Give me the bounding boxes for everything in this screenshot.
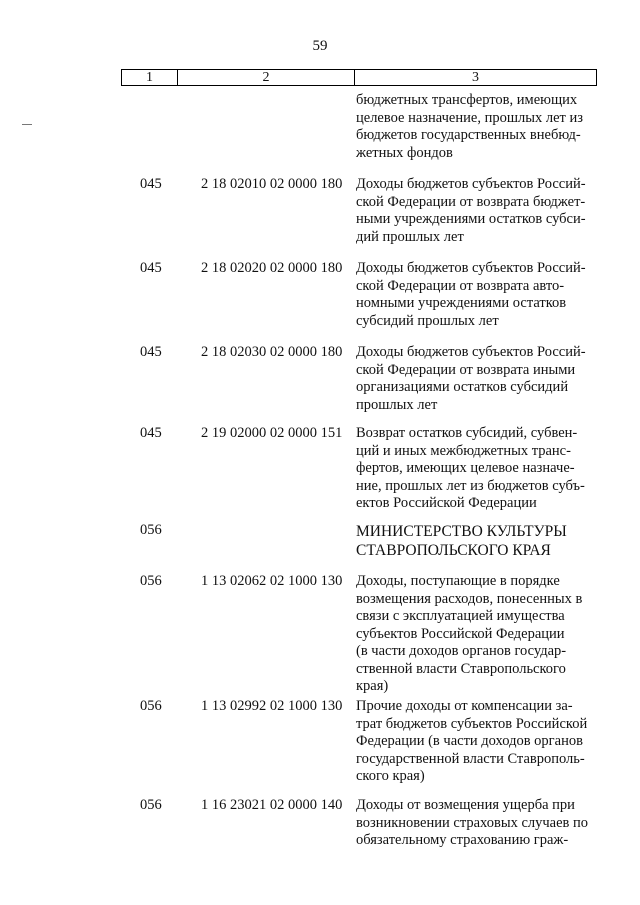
description-line: дий прошлых лет [356, 228, 464, 245]
table-header [121, 69, 597, 86]
description-line: возникновении страховых случаев по [356, 814, 589, 831]
row-description [356, 260, 596, 330]
budget-code: 2 19 02000 02 0000 151 [201, 425, 343, 441]
row-description [356, 698, 596, 786]
description-line: ского края) [356, 768, 425, 784]
margin-mark [22, 124, 32, 125]
description-line: государственной власти Ставрополь- [356, 750, 585, 767]
description-line: (в части доходов органов государ- [356, 643, 567, 659]
page-number: 59 [312, 38, 328, 54]
budget-code: 1 13 02992 02 1000 130 [201, 698, 343, 714]
description-line: Федерации (в части доходов органов [356, 733, 583, 749]
description-line: целевое назначение, прошлых лет из [356, 109, 583, 126]
description-line: Доходы бюджетов субъектов Россий- [356, 344, 586, 360]
description-line: бюджетных трансфертов, имеющих [356, 92, 578, 108]
description-line: ние, прошлых лет из бюджетов субъ- [356, 477, 585, 494]
budget-code: 2 18 02030 02 0000 180 [201, 344, 343, 360]
description-line: края) [356, 678, 389, 694]
description-line: Доходы бюджетов субъектов Россий- [356, 176, 586, 192]
description-line: СТАВРОПОЛЬСКОГО КРАЯ [356, 542, 551, 559]
admin-code: 045 [140, 425, 162, 441]
description-line: связи с эксплуатацией имущества [356, 608, 565, 624]
description-line: Доходы, поступающие в порядке [356, 573, 560, 589]
budget-code: 2 18 02020 02 0000 180 [201, 260, 343, 276]
description-line: ными учреждениями остатков субси- [356, 211, 586, 227]
description-line: жетных фондов [356, 144, 453, 161]
description-line: Прочие доходы от компенсации за- [356, 698, 573, 714]
budget-code: 1 16 23021 02 0000 140 [201, 797, 343, 813]
description-line: ций и иных межбюджетных транс- [356, 442, 571, 459]
description-line: субсидий прошлых лет [356, 312, 499, 329]
description-line: МИНИСТЕРСТВО КУЛЬТУРЫ [356, 523, 567, 540]
description-line: фертов, имеющих целевое назначе- [356, 460, 575, 476]
description-line: ской Федерации от возврата авто- [356, 277, 565, 294]
admin-code: 056 [140, 698, 162, 714]
column-header-2: 2 [178, 70, 355, 85]
description-line: субъектов Российской Федерации [356, 625, 565, 642]
description-line: трат бюджетов субъектов Российской [356, 715, 588, 732]
description-line: Доходы бюджетов субъектов Россий- [356, 260, 586, 276]
continued-description [356, 92, 596, 162]
admin-code: 045 [140, 176, 162, 192]
admin-code: 056 [140, 522, 162, 538]
row-description [356, 344, 596, 414]
description-line: ской Федерации от возврата бюджет- [356, 193, 586, 210]
description-line: бюджетов государственных внебюд- [356, 127, 581, 143]
description-line: Возврат остатков субсидий, субвен- [356, 425, 578, 441]
description-line: ственной власти Ставропольского [356, 660, 566, 677]
budget-code: 2 18 02010 02 0000 180 [201, 176, 343, 192]
row-description [356, 573, 596, 696]
row-description [356, 176, 596, 246]
ministry-title [356, 522, 596, 560]
budget-code: 1 13 02062 02 1000 130 [201, 573, 343, 589]
description-line: ской Федерации от возврата иными [356, 361, 576, 378]
description-line: возмещения расходов, понесенных в [356, 590, 583, 607]
description-line: ектов Российской Федерации [356, 495, 537, 511]
admin-code: 056 [140, 797, 162, 813]
column-header-3: 3 [472, 70, 479, 85]
admin-code: 056 [140, 573, 162, 589]
description-line: прошлых лет [356, 396, 438, 413]
column-header-1: 1 [122, 70, 178, 85]
description-line: номными учреждениями остатков [356, 295, 567, 311]
description-line: обязательному страхованию граж- [356, 832, 569, 848]
row-description [356, 425, 596, 513]
admin-code: 045 [140, 344, 162, 360]
description-line: Доходы от возмещения ущерба при [356, 797, 575, 813]
admin-code: 045 [140, 260, 162, 276]
description-line: организациями остатков субсидий [356, 379, 569, 395]
row-description [356, 797, 596, 850]
